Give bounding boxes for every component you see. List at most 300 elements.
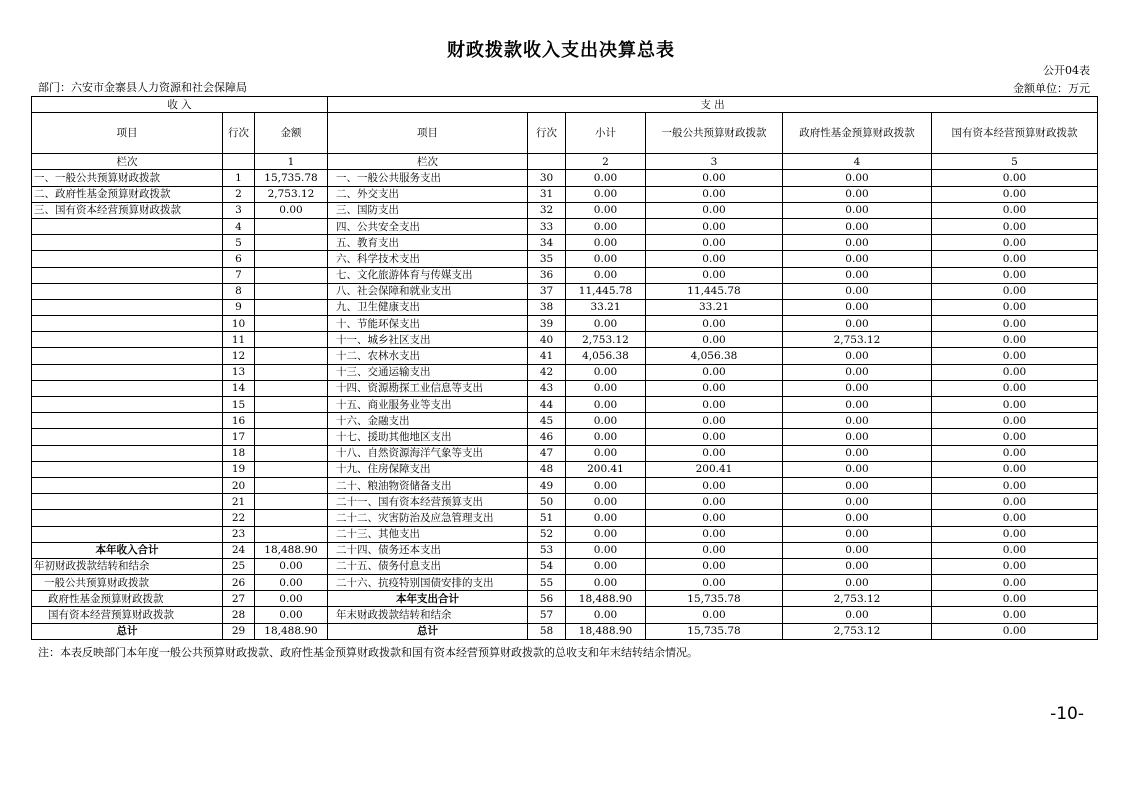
income-amount-cell: 0.00 [255, 591, 328, 607]
general-budget-cell: 0.00 [646, 202, 783, 218]
table-row [32, 591, 1098, 607]
income-row-no-cell: 7 [223, 267, 255, 283]
expense-row-no-cell: 35 [528, 251, 566, 267]
expense-item-cell: 三、国防支出 [328, 202, 528, 218]
table-row [32, 202, 1098, 218]
expense-item-cell: 十二、农林水支出 [328, 348, 528, 364]
gov-fund-cell: 0.00 [783, 526, 932, 542]
expense-row-no-cell: 30 [528, 170, 566, 186]
income-amount-cell: 0.00 [255, 558, 328, 574]
income-item-cell [32, 299, 223, 315]
income-item-cell [32, 332, 223, 348]
table-row [32, 251, 1098, 267]
state-capital-cell: 0.00 [932, 364, 1098, 380]
table-row [32, 397, 1098, 413]
table-row [32, 575, 1098, 591]
state-capital-cell: 0.00 [932, 283, 1098, 299]
footnote: 注：本表反映部门本年度一般公共预算财政拨款、政府性基金预算财政拨款和国有资本经营预算财政拨款的总收支和年末结转结余情况。 [38, 646, 698, 659]
gov-fund-cell: 0.00 [783, 348, 932, 364]
income-amount-cell [255, 510, 328, 526]
income-amount-cell [255, 494, 328, 510]
col-index-4: 4 [783, 154, 932, 170]
state-capital-cell: 0.00 [932, 202, 1098, 218]
state-capital-cell: 0.00 [932, 591, 1098, 607]
table-row [32, 170, 1098, 186]
income-item-cell: 政府性基金预算财政拨款 [32, 591, 223, 607]
gov-fund-cell: 0.00 [783, 202, 932, 218]
subtotal-cell: 200.41 [566, 461, 646, 477]
gov-fund-cell: 2,753.12 [783, 623, 932, 639]
page-title: 财政拨款收入支出决算总表 [447, 40, 675, 61]
table-row [32, 623, 1098, 639]
expense-item-cell: 四、公共安全支出 [328, 218, 528, 234]
subtotal-cell: 0.00 [566, 526, 646, 542]
income-item-cell [32, 283, 223, 299]
income-amount-cell [255, 397, 328, 413]
income-amount-cell: 18,488.90 [255, 623, 328, 639]
expense-row-no-cell: 52 [528, 526, 566, 542]
col-index-1: 1 [255, 154, 328, 170]
income-amount-cell [255, 348, 328, 364]
expense-row-no-cell: 57 [528, 607, 566, 623]
expense-row-no-cell: 45 [528, 413, 566, 429]
expense-row-no-cell: 42 [528, 364, 566, 380]
expense-item-cell: 八、社会保障和就业支出 [328, 283, 528, 299]
general-budget-cell: 0.00 [646, 332, 783, 348]
income-row-no-cell: 29 [223, 623, 255, 639]
gov-fund-cell: 0.00 [783, 299, 932, 315]
income-item-cell [32, 348, 223, 364]
income-amount-cell [255, 251, 328, 267]
income-item-cell [32, 461, 223, 477]
income-item-cell: 年初财政拨款结转和结余 [32, 558, 223, 574]
expense-row-no-cell: 54 [528, 558, 566, 574]
income-amount-cell [255, 283, 328, 299]
expense-item-cell: 十六、金融支出 [328, 413, 528, 429]
state-capital-cell: 0.00 [932, 316, 1098, 332]
expense-item-cell: 十九、住房保障支出 [328, 461, 528, 477]
state-capital-cell: 0.00 [932, 494, 1098, 510]
income-item-cell: 一、一般公共预算财政拨款 [32, 170, 223, 186]
subtotal-cell: 0.00 [566, 202, 646, 218]
expense-row-no-cell: 46 [528, 429, 566, 445]
general-budget-cell: 4,056.38 [646, 348, 783, 364]
state-capital-cell: 0.00 [932, 445, 1098, 461]
table-row [32, 477, 1098, 493]
general-budget-cell: 0.00 [646, 413, 783, 429]
expense-item-cell: 七、文化旅游体育与传媒支出 [328, 267, 528, 283]
income-amount-cell [255, 267, 328, 283]
gov-fund-header: 政府性基金预算财政拨款 [783, 113, 932, 154]
state-capital-cell: 0.00 [932, 332, 1098, 348]
income-row-no-cell: 11 [223, 332, 255, 348]
subtotal-cell: 0.00 [566, 445, 646, 461]
income-row-no-cell: 18 [223, 445, 255, 461]
expense-item-cell: 十四、资源勘探工业信息等支出 [328, 380, 528, 396]
expense-row-no-cell: 41 [528, 348, 566, 364]
income-amount-cell: 0.00 [255, 202, 328, 218]
gov-fund-cell: 0.00 [783, 413, 932, 429]
gov-fund-cell: 0.00 [783, 251, 932, 267]
state-capital-cell: 0.00 [932, 251, 1098, 267]
subtotal-cell: 0.00 [566, 477, 646, 493]
table-row [32, 607, 1098, 623]
subtotal-cell: 0.00 [566, 542, 646, 558]
department-label: 部门：六安市金寨县人力资源和社会保障局 [38, 81, 247, 94]
expense-row-no-cell: 31 [528, 186, 566, 202]
state-capital-cell: 0.00 [932, 558, 1098, 574]
expense-row-no-cell: 50 [528, 494, 566, 510]
income-item-cell [32, 445, 223, 461]
subtotal-cell: 0.00 [566, 380, 646, 396]
expense-item-cell: 一、一般公共服务支出 [328, 170, 528, 186]
income-row-no-cell: 6 [223, 251, 255, 267]
gov-fund-cell: 2,753.12 [783, 332, 932, 348]
expense-row-no-cell: 36 [528, 267, 566, 283]
expense-item-header: 项目 [328, 113, 528, 154]
general-budget-cell: 11,445.78 [646, 283, 783, 299]
income-row-no-cell: 10 [223, 316, 255, 332]
general-budget-cell: 0.00 [646, 526, 783, 542]
general-budget-cell: 0.00 [646, 445, 783, 461]
income-row-no-cell: 17 [223, 429, 255, 445]
general-budget-cell: 0.00 [646, 429, 783, 445]
gov-fund-cell: 0.00 [783, 510, 932, 526]
state-capital-cell: 0.00 [932, 575, 1098, 591]
income-amount-cell [255, 218, 328, 234]
general-budget-cell: 200.41 [646, 461, 783, 477]
income-row-no-cell: 21 [223, 494, 255, 510]
income-amount-cell [255, 526, 328, 542]
gov-fund-cell: 0.00 [783, 575, 932, 591]
subtotal-cell: 0.00 [566, 607, 646, 623]
income-row-no-cell: 25 [223, 558, 255, 574]
income-item-cell [32, 235, 223, 251]
income-amount-cell: 18,488.90 [255, 542, 328, 558]
subtotal-cell: 0.00 [566, 316, 646, 332]
income-row-no-cell: 26 [223, 575, 255, 591]
income-row-no-cell: 13 [223, 364, 255, 380]
general-budget-cell: 0.00 [646, 235, 783, 251]
income-amount-cell [255, 380, 328, 396]
expense-item-cell: 二十六、抗疫特别国债安排的支出 [328, 575, 528, 591]
income-row-no-cell: 28 [223, 607, 255, 623]
subtotal-cell: 33.21 [566, 299, 646, 315]
general-budget-cell: 0.00 [646, 397, 783, 413]
gov-fund-cell: 0.00 [783, 429, 932, 445]
subtotal-cell: 0.00 [566, 558, 646, 574]
subtotal-cell: 18,488.90 [566, 591, 646, 607]
expense-item-cell: 十八、自然资源海洋气象等支出 [328, 445, 528, 461]
income-row-no-cell: 23 [223, 526, 255, 542]
income-item-header: 项目 [32, 113, 223, 154]
income-row-no-cell: 20 [223, 477, 255, 493]
table-row [32, 494, 1098, 510]
income-amount-cell [255, 332, 328, 348]
income-item-cell [32, 494, 223, 510]
expense-item-cell: 九、卫生健康支出 [328, 299, 528, 315]
state-capital-header: 国有资本经营预算财政拨款 [932, 113, 1098, 154]
income-row-no-cell: 3 [223, 202, 255, 218]
expense-row-no-cell: 56 [528, 591, 566, 607]
table-row [32, 218, 1098, 234]
state-capital-cell: 0.00 [932, 477, 1098, 493]
subtotal-cell: 0.00 [566, 494, 646, 510]
subtotal-cell: 0.00 [566, 575, 646, 591]
income-amount-cell: 0.00 [255, 575, 328, 591]
expense-item-cell: 二十二、灾害防治及应急管理支出 [328, 510, 528, 526]
income-row-no-cell: 22 [223, 510, 255, 526]
general-budget-cell: 0.00 [646, 364, 783, 380]
income-amount-cell: 0.00 [255, 607, 328, 623]
subtotal-cell: 0.00 [566, 397, 646, 413]
general-budget-cell: 0.00 [646, 494, 783, 510]
gov-fund-cell: 0.00 [783, 380, 932, 396]
state-capital-cell: 0.00 [932, 607, 1098, 623]
general-budget-cell: 0.00 [646, 267, 783, 283]
income-row-no-cell: 8 [223, 283, 255, 299]
expense-row-no-cell: 48 [528, 461, 566, 477]
gov-fund-cell: 0.00 [783, 558, 932, 574]
gov-fund-cell: 2,753.12 [783, 591, 932, 607]
general-budget-cell: 0.00 [646, 380, 783, 396]
income-amount-cell [255, 461, 328, 477]
table-row [32, 429, 1098, 445]
gov-fund-cell: 0.00 [783, 607, 932, 623]
income-amount-cell [255, 413, 328, 429]
state-capital-cell: 0.00 [932, 380, 1098, 396]
expense-item-cell: 二十三、其他支出 [328, 526, 528, 542]
general-budget-cell: 0.00 [646, 251, 783, 267]
expense-row-no-cell: 37 [528, 283, 566, 299]
income-item-cell [32, 364, 223, 380]
income-item-cell [32, 380, 223, 396]
state-capital-cell: 0.00 [932, 623, 1098, 639]
expense-row-no-cell: 55 [528, 575, 566, 591]
income-row-no-cell: 12 [223, 348, 255, 364]
income-row-no-cell: 24 [223, 542, 255, 558]
col-label: 栏次 [32, 154, 223, 170]
table-row [32, 526, 1098, 542]
fiscal-summary-table [31, 96, 1098, 640]
expense-item-cell: 十、节能环保支出 [328, 316, 528, 332]
income-amount-cell [255, 364, 328, 380]
income-row-no-header: 行次 [223, 113, 255, 154]
table-row [32, 283, 1098, 299]
income-item-cell: 三、国有资本经营预算财政拨款 [32, 202, 223, 218]
general-budget-cell: 0.00 [646, 186, 783, 202]
table-row [32, 542, 1098, 558]
general-budget-cell: 33.21 [646, 299, 783, 315]
table-row [32, 445, 1098, 461]
expense-row-no-cell: 44 [528, 397, 566, 413]
table-row [32, 316, 1098, 332]
income-amount-cell: 15,735.78 [255, 170, 328, 186]
expense-row-no-cell: 49 [528, 477, 566, 493]
state-capital-cell: 0.00 [932, 348, 1098, 364]
gov-fund-cell: 0.00 [783, 170, 932, 186]
subtotal-cell: 0.00 [566, 235, 646, 251]
gov-fund-cell: 0.00 [783, 477, 932, 493]
general-budget-cell: 15,735.78 [646, 623, 783, 639]
subtotal-cell: 0.00 [566, 186, 646, 202]
income-item-cell: 总计 [32, 623, 223, 639]
income-item-cell [32, 397, 223, 413]
general-budget-cell: 0.00 [646, 218, 783, 234]
expense-item-cell: 总计 [328, 623, 528, 639]
subtotal-cell: 0.00 [566, 251, 646, 267]
gov-fund-cell: 0.00 [783, 364, 932, 380]
income-item-cell [32, 413, 223, 429]
general-budget-cell: 0.00 [646, 170, 783, 186]
gov-fund-cell: 0.00 [783, 218, 932, 234]
subtotal-cell: 0.00 [566, 267, 646, 283]
subtotal-cell: 11,445.78 [566, 283, 646, 299]
income-amount-cell [255, 445, 328, 461]
income-amount-header: 金额 [255, 113, 328, 154]
col-index-blank [223, 154, 255, 170]
col-index-3: 3 [646, 154, 783, 170]
gov-fund-cell: 0.00 [783, 235, 932, 251]
expense-item-cell: 二、外交支出 [328, 186, 528, 202]
state-capital-cell: 0.00 [932, 461, 1098, 477]
expense-item-cell: 二十一、国有资本经营预算支出 [328, 494, 528, 510]
expense-row-no-cell: 51 [528, 510, 566, 526]
subtotal-cell: 0.00 [566, 510, 646, 526]
table-row [32, 380, 1098, 396]
table-row [32, 235, 1098, 251]
income-amount-cell [255, 299, 328, 315]
expense-item-cell: 年末财政拨款结转和结余 [328, 607, 528, 623]
expense-item-cell: 二十四、债务还本支出 [328, 542, 528, 558]
gov-fund-cell: 0.00 [783, 186, 932, 202]
income-row-no-cell: 5 [223, 235, 255, 251]
income-item-cell [32, 526, 223, 542]
income-item-cell [32, 477, 223, 493]
state-capital-cell: 0.00 [932, 267, 1098, 283]
income-item-cell [32, 267, 223, 283]
expense-row-no-cell: 40 [528, 332, 566, 348]
subtotal-cell: 0.00 [566, 429, 646, 445]
expense-row-no-cell: 47 [528, 445, 566, 461]
table-row [32, 364, 1098, 380]
header-row-columns [32, 113, 1098, 154]
col-index-5: 5 [932, 154, 1098, 170]
income-item-cell [32, 429, 223, 445]
state-capital-cell: 0.00 [932, 413, 1098, 429]
table-row [32, 348, 1098, 364]
subtotal-cell: 4,056.38 [566, 348, 646, 364]
expense-item-cell: 十三、交通运输支出 [328, 364, 528, 380]
expense-row-no-cell: 38 [528, 299, 566, 315]
income-item-cell: 一般公共预算财政拨款 [32, 575, 223, 591]
income-item-cell: 国有资本经营预算财政拨款 [32, 607, 223, 623]
general-budget-cell: 15,735.78 [646, 591, 783, 607]
amount-unit-label: 金额单位：万元 [1013, 82, 1090, 95]
income-item-cell: 本年收入合计 [32, 542, 223, 558]
column-index-row [32, 154, 1098, 170]
expense-row-no-cell: 34 [528, 235, 566, 251]
gov-fund-cell: 0.00 [783, 494, 932, 510]
general-budget-cell: 0.00 [646, 316, 783, 332]
gov-fund-cell: 0.00 [783, 542, 932, 558]
state-capital-cell: 0.00 [932, 542, 1098, 558]
table-row [32, 186, 1098, 202]
state-capital-cell: 0.00 [932, 170, 1098, 186]
income-amount-cell [255, 477, 328, 493]
form-number: 公开04表 [1043, 64, 1090, 77]
income-item-cell [32, 218, 223, 234]
general-budget-cell: 0.00 [646, 575, 783, 591]
general-budget-cell: 0.00 [646, 510, 783, 526]
income-section-header: 收 入 [32, 97, 328, 113]
income-item-cell [32, 316, 223, 332]
table-row [32, 413, 1098, 429]
table-row [32, 461, 1098, 477]
subtotal-cell: 18,488.90 [566, 623, 646, 639]
state-capital-cell: 0.00 [932, 429, 1098, 445]
table-row [32, 332, 1098, 348]
subtotal-cell: 0.00 [566, 364, 646, 380]
general-budget-cell: 0.00 [646, 542, 783, 558]
table-row [32, 267, 1098, 283]
expense-row-no-cell: 33 [528, 218, 566, 234]
subtotal-cell: 0.00 [566, 218, 646, 234]
expense-row-no-cell: 58 [528, 623, 566, 639]
income-row-no-cell: 14 [223, 380, 255, 396]
general-budget-header: 一般公共预算财政拨款 [646, 113, 783, 154]
income-amount-cell [255, 316, 328, 332]
state-capital-cell: 0.00 [932, 299, 1098, 315]
expense-item-cell: 十五、商业服务业等支出 [328, 397, 528, 413]
gov-fund-cell: 0.00 [783, 283, 932, 299]
expense-row-no-cell: 53 [528, 542, 566, 558]
income-row-no-cell: 15 [223, 397, 255, 413]
expense-item-cell: 十七、援助其他地区支出 [328, 429, 528, 445]
income-row-no-cell: 16 [223, 413, 255, 429]
general-budget-cell: 0.00 [646, 477, 783, 493]
income-item-cell [32, 510, 223, 526]
header-row-sections [32, 97, 1098, 113]
subtotal-cell: 0.00 [566, 413, 646, 429]
table-row [32, 558, 1098, 574]
expense-item-cell: 五、教育支出 [328, 235, 528, 251]
table-row [32, 510, 1098, 526]
income-row-no-cell: 9 [223, 299, 255, 315]
col-index-blank [528, 154, 566, 170]
state-capital-cell: 0.00 [932, 186, 1098, 202]
income-row-no-cell: 1 [223, 170, 255, 186]
income-amount-cell [255, 235, 328, 251]
state-capital-cell: 0.00 [932, 218, 1098, 234]
subtotal-cell: 2,753.12 [566, 332, 646, 348]
income-item-cell: 二、政府性基金预算财政拨款 [32, 186, 223, 202]
expense-item-cell: 十一、城乡社区支出 [328, 332, 528, 348]
expense-row-no-cell: 39 [528, 316, 566, 332]
expense-section-header: 支 出 [328, 97, 1098, 113]
expense-row-no-cell: 43 [528, 380, 566, 396]
subtotal-cell: 0.00 [566, 170, 646, 186]
general-budget-cell: 0.00 [646, 607, 783, 623]
gov-fund-cell: 0.00 [783, 461, 932, 477]
expense-row-no-cell: 32 [528, 202, 566, 218]
col-label-expense: 栏次 [328, 154, 528, 170]
income-amount-cell [255, 429, 328, 445]
income-row-no-cell: 27 [223, 591, 255, 607]
state-capital-cell: 0.00 [932, 235, 1098, 251]
gov-fund-cell: 0.00 [783, 397, 932, 413]
income-amount-cell: 2,753.12 [255, 186, 328, 202]
